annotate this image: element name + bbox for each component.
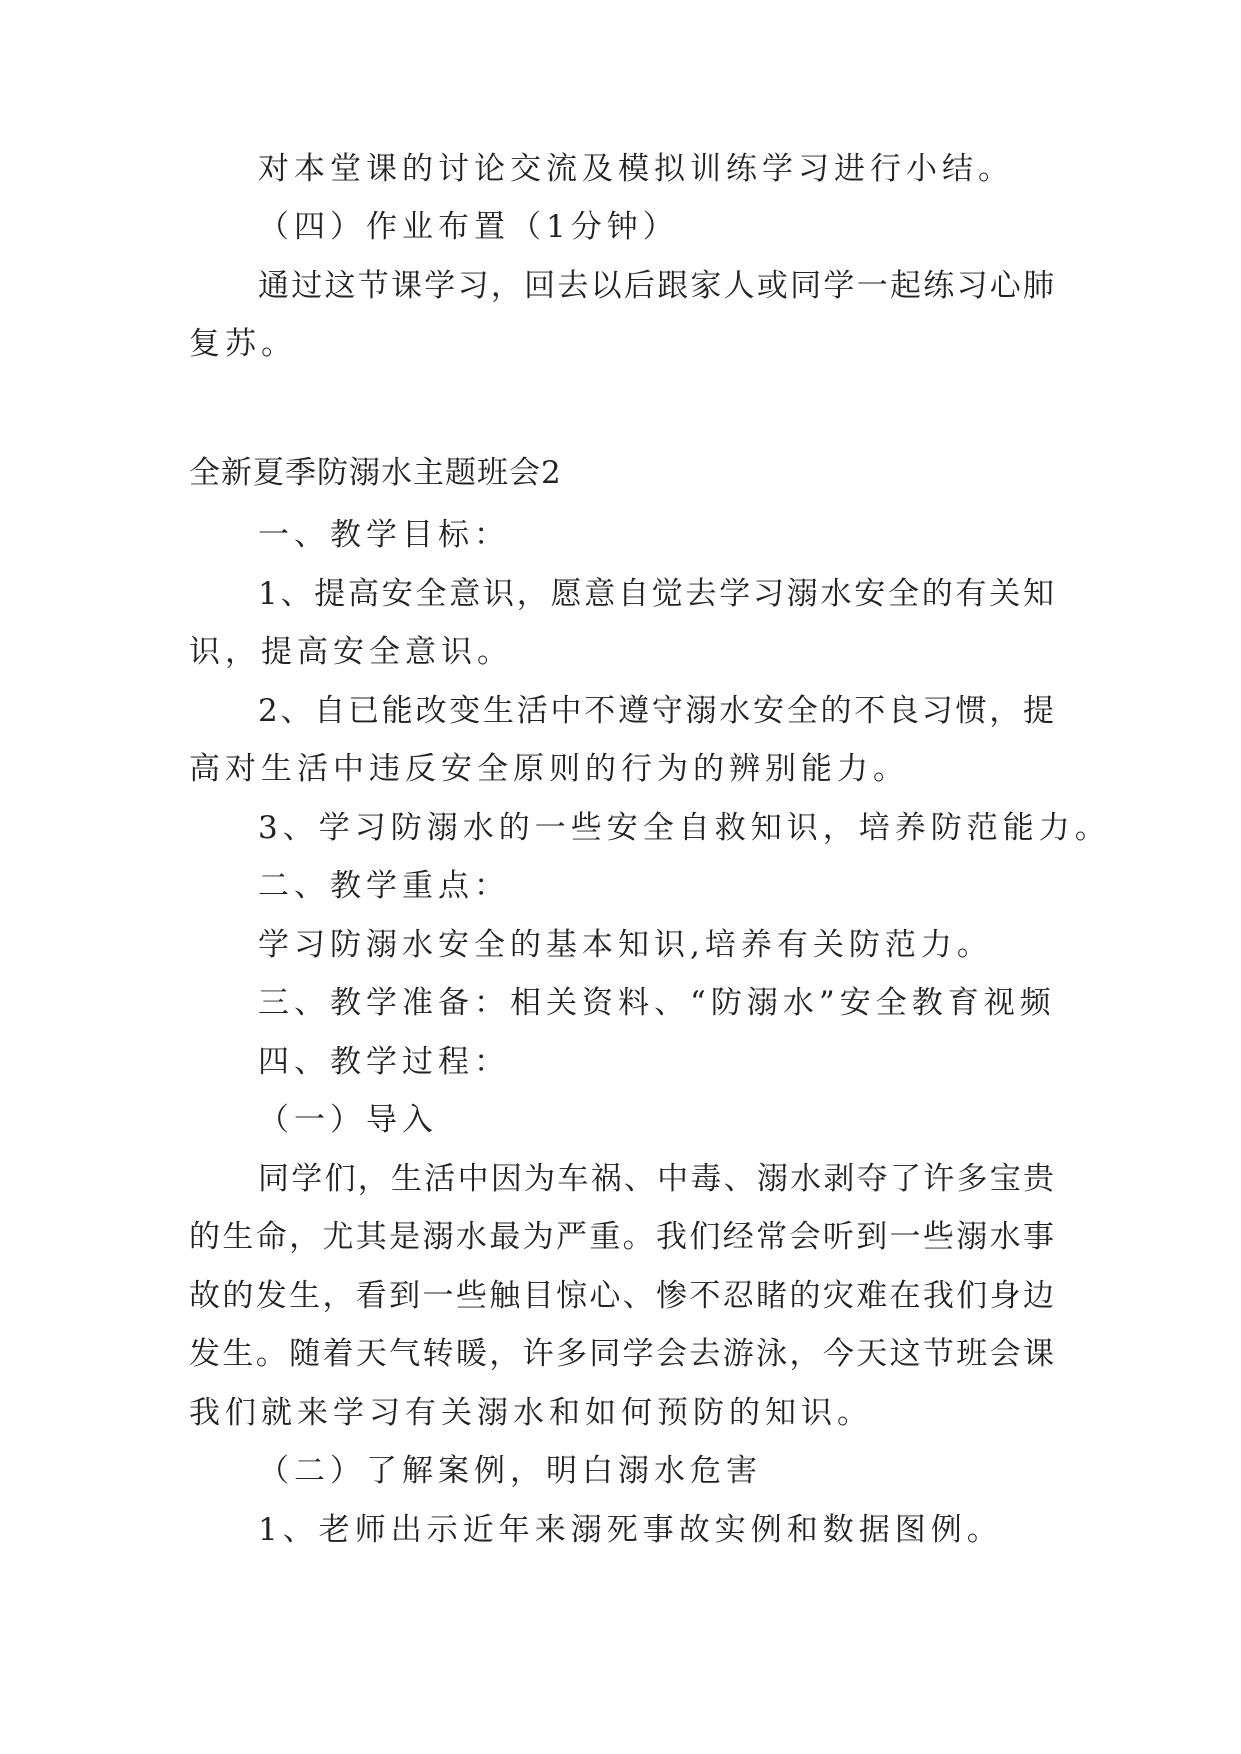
intro-paragraph-line-2: 的生命，尤其是溺水最为严重。我们经常会听到一些溺水事: [189, 1219, 1054, 1255]
subheading-cases: （二）了解案例，明白溺水危害: [258, 1453, 762, 1489]
goal-1-line-1: 1、提高安全意识，愿意自觉去学习溺水安全的有关知: [258, 576, 1054, 612]
intro-paragraph-line-3: 故的发生，看到一些触目惊心、惨不忍睹的灾难在我们身边: [189, 1278, 1054, 1314]
goal-2-line-2: 高对生活中违反安全原则的行为的辨别能力。: [189, 751, 909, 787]
goal-2-line-1: 2、自已能改变生活中不遵守溺水安全的不良习惯，提: [258, 693, 1054, 729]
document-title: 全新夏季防溺水主题班会2: [189, 455, 562, 491]
intro-paragraph-line-5: 我们就来学习有关溺水和如何预防的知识。: [189, 1395, 873, 1431]
heading-teaching-process: 四、教学过程：: [258, 1044, 510, 1080]
teaching-focus-text: 学习防溺水安全的基本知识,培养有关防范力。: [258, 927, 993, 963]
teaching-preparation: 三、教学准备：相关资料、“防溺水”安全教育视频: [258, 985, 1056, 1021]
paragraph-homework-line-2: 复苏。: [189, 326, 297, 362]
heading-teaching-goals: 一、教学目标：: [258, 517, 510, 553]
paragraph-summary: 对本堂课的讨论交流及模拟训练学习进行小结。: [258, 151, 1014, 187]
goal-3: 3、学习防溺水的一些安全自救知识，培养防范能力。: [258, 810, 1111, 846]
paragraph-homework-line-1: 通过这节课学习，回去以后跟家人或同学一起练习心肺: [258, 268, 1054, 304]
subheading-introduction: （一）导入: [258, 1102, 438, 1138]
intro-paragraph-line-4: 发生。随着天气转暖，许多同学会去游泳，今天这节班会课: [189, 1336, 1054, 1372]
intro-paragraph-line-1: 同学们，生活中因为车祸、中毒、溺水剥夺了许多宝贵: [258, 1161, 1054, 1197]
cases-item-1: 1、老师出示近年来溺死事故实例和数据图例。: [258, 1512, 1003, 1548]
heading-teaching-focus: 二、教学重点：: [258, 868, 510, 904]
goal-1-line-2: 识，提高安全意识。: [189, 634, 513, 670]
section-heading-homework: （四）作业布置（1分钟）: [258, 209, 679, 245]
